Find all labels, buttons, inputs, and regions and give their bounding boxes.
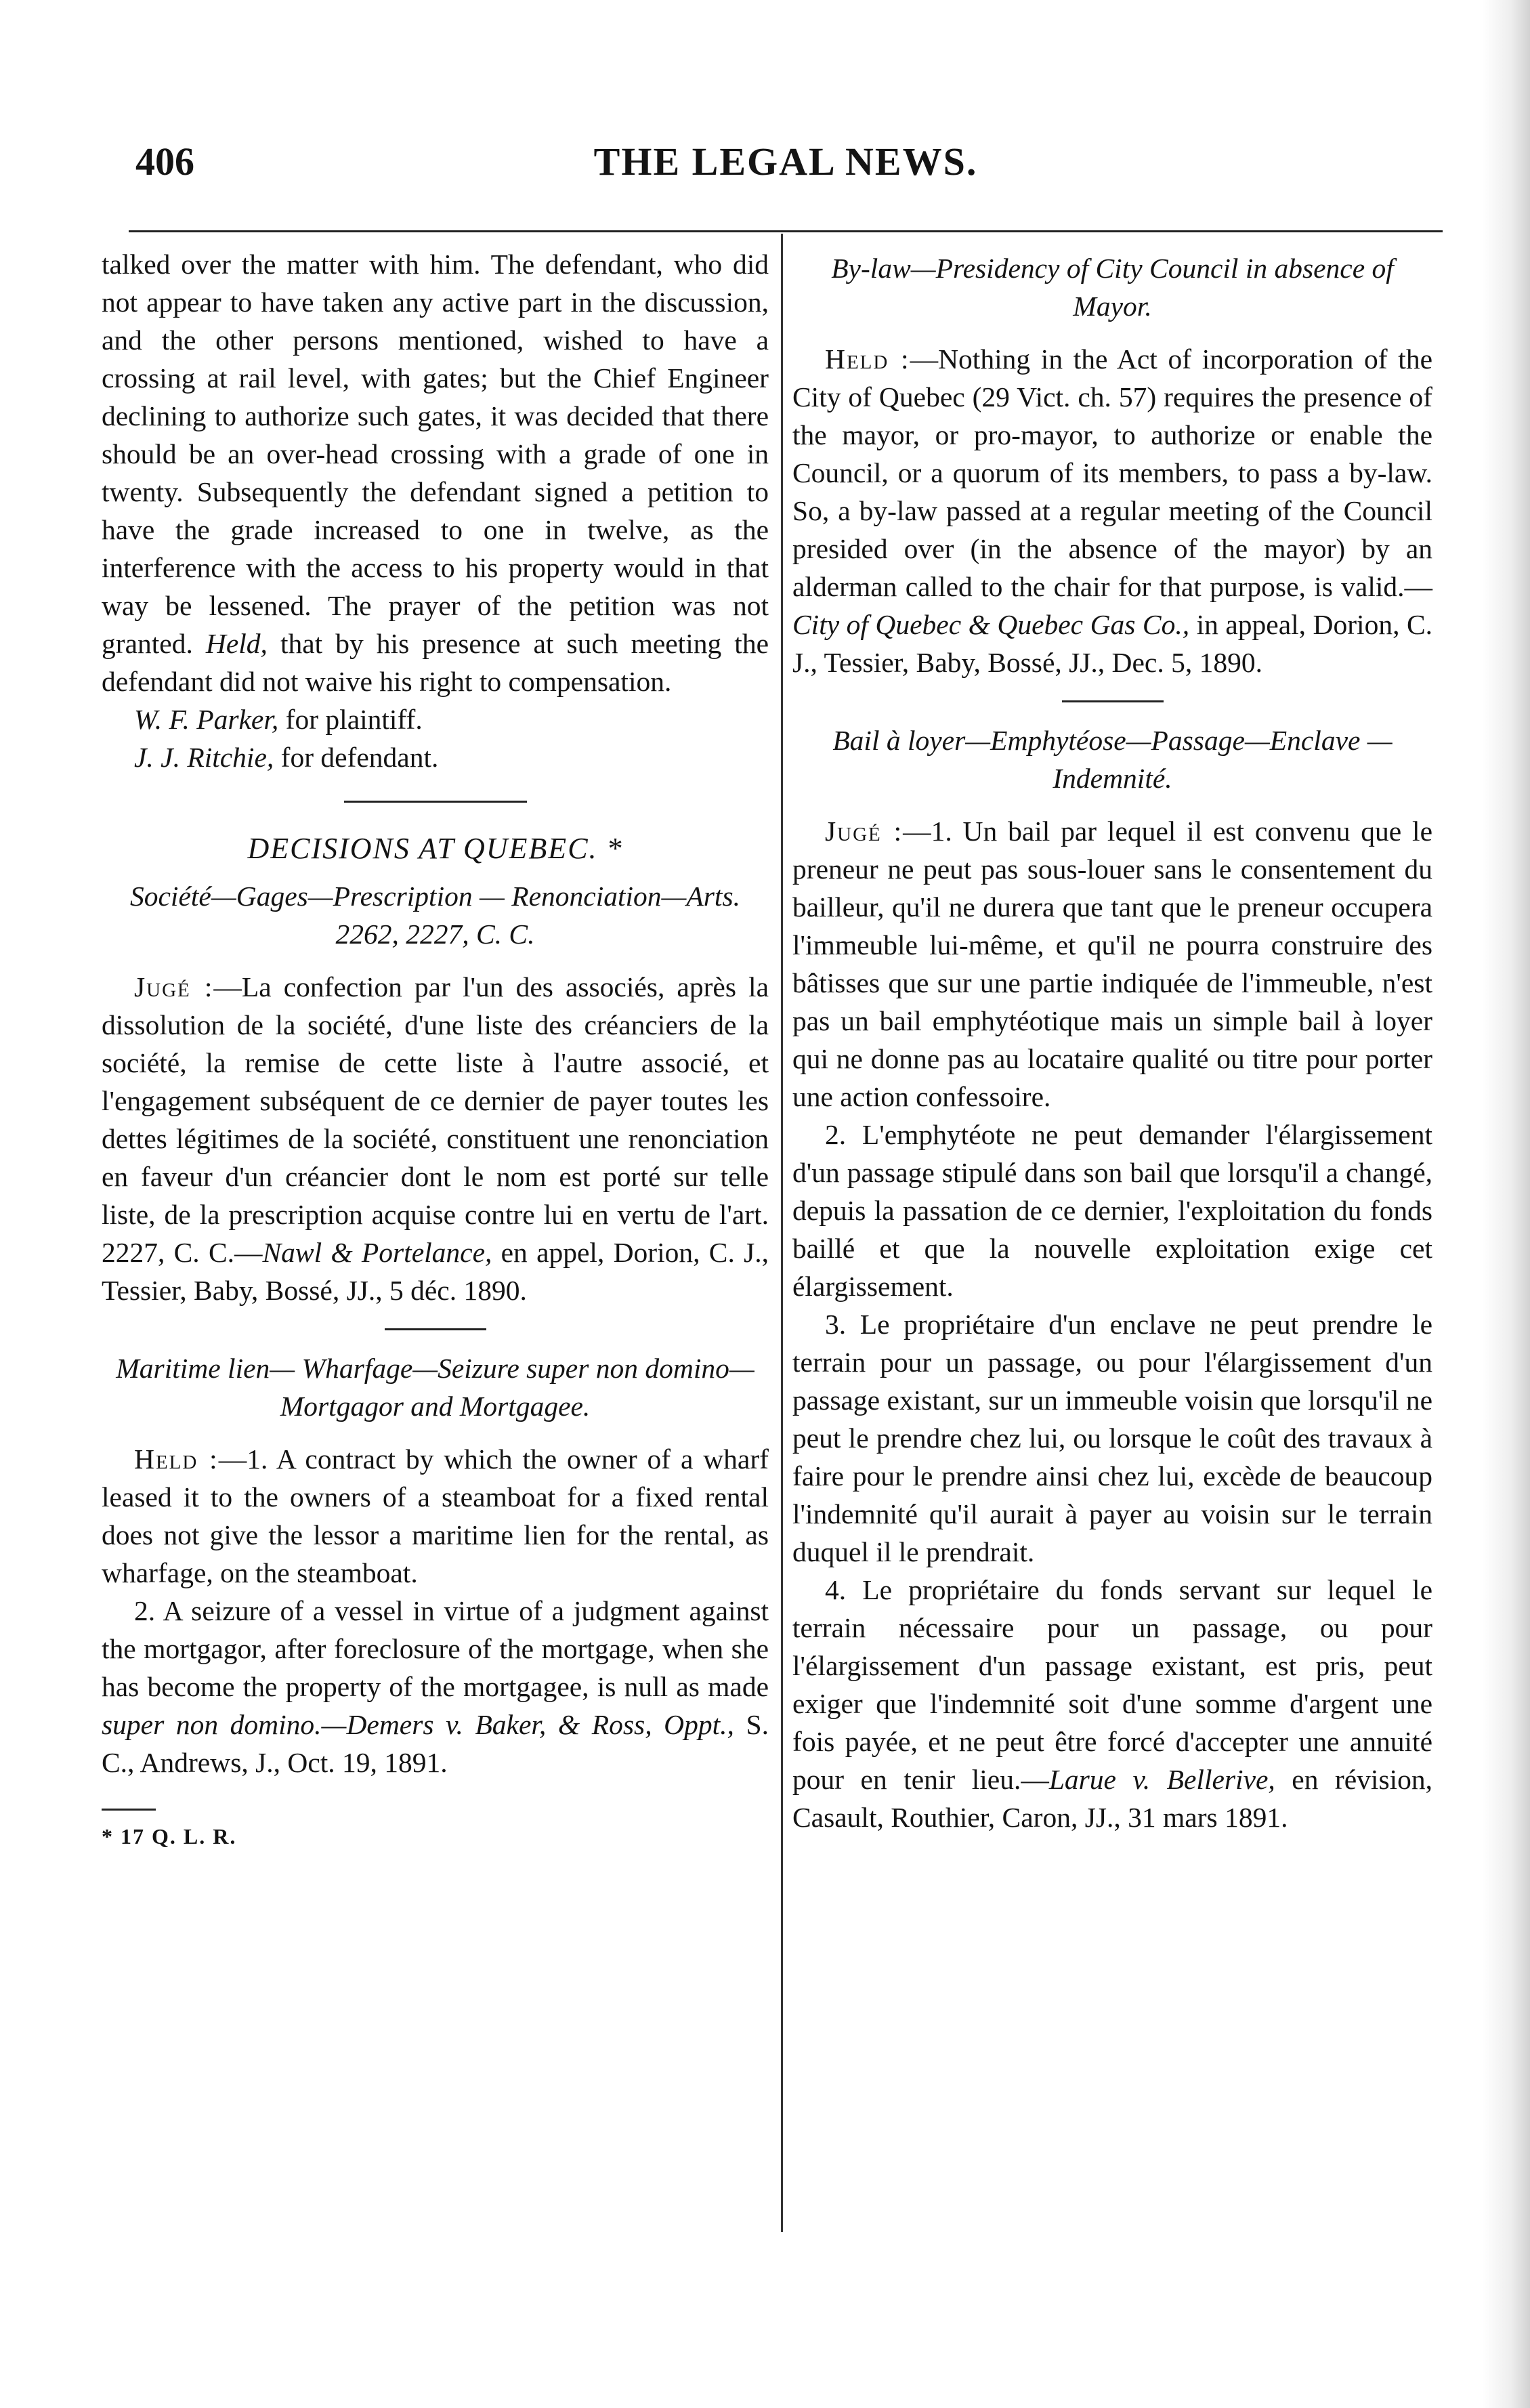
case-paragraph	[792, 812, 1432, 1116]
page-number: 406	[135, 140, 194, 184]
case-text: —La confection par l'un des associés, après la dissolution de la société, d'une liste des créanciers de la société, la remise de cette liste à l'autre associé, et l'engagement subséquent de ce dernier de payer toutes les dettes légitimes de la société, constituent une renonciation en faveur d'un créancier dont le nom est porté sur telle liste, de la prescription acquise contre lui en vertu de l'art. 2227, C. C.—	[102, 971, 769, 1268]
right-column	[792, 245, 1432, 1836]
column-divider	[781, 234, 783, 2232]
case-text: 2. A seizure of a vessel in virtue of a judgment against the mortgagor, after foreclosure of the mortgage, when she has become the property of the mortgagee, is null as made	[102, 1595, 769, 1702]
case-tail: in appeal, Dorion, C. J., Tessier, Baby, Bossé, JJ., Dec. 5, 1890.	[792, 609, 1432, 678]
case-subhead: Maritime lien— Wharfage—Seizure super non domino—Mortgagor and Mortgagee.	[116, 1353, 755, 1422]
counsel-plaintiff-role: for plaintiff.	[285, 704, 423, 735]
counsel-defendant	[102, 738, 769, 776]
held-word: Held,	[205, 628, 268, 659]
page-edge-shadow	[1483, 0, 1530, 2408]
case-text: 4. Le propriétaire du fonds servant sur lequel le terrain nécessaire pour un passage, ou pour l'élargissement d'un passage existant, est pris, peut exiger que l'indemnité soit d'une somme d'argent une fois payée, et ne peut être forcé d'accepter une annuité pour en tenir lieu.—	[792, 1574, 1432, 1795]
case-paragraph: 2. L'emphytéote ne peut demander l'élargissement d'un passage stipulé dans son bail que lorsqu'il a changé, depuis la passation de ce dernier, l'exploitation du fonds baillé et que la nouvelle exploitation exige cet élargissement.	[792, 1119, 1432, 1302]
case-lead: Held :	[825, 343, 910, 375]
case-citation: super non domino.—Demers v. Baker, & Ross, Oppt.,	[102, 1709, 734, 1740]
case-paragraph	[102, 1592, 769, 1781]
case-citation: Nawl & Portelance,	[262, 1237, 492, 1268]
case-tail: en appel, Dorion, C. J., Tessier, Baby, Bossé, JJ., 5 déc. 1890.	[102, 1237, 769, 1306]
case-tail: en révision, Casault, Routhier, Caron, JJ., 31 mars 1891.	[792, 1764, 1433, 1833]
section-title: DECISIONS AT QUEBEC. *	[247, 832, 623, 865]
section-rule	[344, 801, 527, 803]
case-paragraph	[102, 1440, 769, 1592]
counsel-plaintiff-name: W. F. Parker,	[134, 704, 279, 735]
counsel-defendant-role: for defendant.	[280, 742, 439, 773]
footnote-rule	[102, 1809, 156, 1811]
running-title: THE LEGAL NEWS.	[593, 140, 978, 184]
case-lead: Jugé :	[825, 816, 904, 847]
case-paragraph	[102, 968, 769, 1309]
counsel-defendant-name: J. J. Ritchie,	[134, 742, 274, 773]
continuation-text: talked over the matter with him. The defendant, who did not appear to have taken any active part in the discussion, and the other persons mentioned, wished to have a crossing at rail level, with gates; but the Chief Engineer declining to authorize such gates, it was decided that there should be an over-head crossing with a grade of one in twenty. Subsequently the defendant signed a petition to have the grade increased to one in twelve, as the interference with the access to his property would in that way be lessened. The prayer of the petition was not granted.	[102, 249, 769, 659]
case-lead: Jugé :	[134, 971, 214, 1002]
case-rule	[385, 1328, 486, 1330]
left-column	[102, 245, 769, 1855]
case-subhead: By-law—Presidency of City Council in absence of Mayor.	[831, 253, 1394, 322]
case-subhead: Société—Gages—Prescription — Renonciation—Arts. 2262, 2227, C. C.	[130, 881, 740, 950]
case-lead: Held :	[134, 1443, 219, 1475]
case-citation: City of Quebec & Quebec Gas Co.,	[792, 609, 1190, 640]
case-paragraph: 3. Le propriétaire d'un enclave ne peut prendre le terrain pour un passage, ou pour l'élargissement d'un passage existant, sur un immeuble voisin que lorsqu'il ne peut le prendre chez lui, ou lorsque le coût des travaux à faire pour le prendre ainsi chez lui, excède de beaucoup l'indemnité qu'il aurait à payer au voisin sur le terrain duquel il le prendrait.	[792, 1309, 1432, 1567]
case-rule	[1062, 700, 1164, 702]
case-text: —1. A contract by which the owner of a wharf leased it to the owners of a steamboat for a fixed rental does not give the lessor a maritime lien for the rental, as wharfage, on the steamboat.	[102, 1443, 769, 1588]
footnote: * 17 Q. L. R.	[102, 1824, 237, 1849]
counsel-plaintiff	[102, 700, 769, 738]
case-citation: Larue v. Bellerive,	[1048, 1764, 1275, 1795]
continuation-paragraph	[102, 245, 769, 700]
header-rule	[129, 230, 1443, 232]
case-text: —Nothing in the Act of incorporation of the City of Quebec (29 Vict. ch. 57) requires the presence of the mayor, or pro-mayor, to authorize or enable the Council, or a quorum of its members, to pass a by-law. So, a by-law passed at a regular meeting of the Council presided over (in the absence of the mayor) by an alderman called to the chair for that purpose, is valid.—	[792, 343, 1432, 602]
page-header	[135, 139, 1436, 200]
case-paragraph	[792, 340, 1432, 681]
case-paragraph	[792, 1571, 1432, 1836]
continuation-holding: that by his presence at such meeting the defendant did not waive his right to compensation.	[102, 628, 769, 697]
case-subhead: Bail à loyer—Emphytéose—Passage—Enclave —Indemnité.	[832, 725, 1393, 794]
case-text: —1. Un bail par lequel il est convenu que le preneur ne peut pas sous-louer sans le consentement du bailleur, qu'il ne durera que tant que le preneur occupera l'immeuble lui-même, et qu'il ne pourra construire des bâtisses que sur une partie indiquée de l'immeuble, n'est pas un bail emphytéotique mais un simple bail à loyer qui ne donne pas au locataire qualité ou titre pour porter une action confessoire.	[792, 816, 1432, 1112]
case-tail: S. C., Andrews, J., Oct. 19, 1891.	[102, 1709, 769, 1778]
